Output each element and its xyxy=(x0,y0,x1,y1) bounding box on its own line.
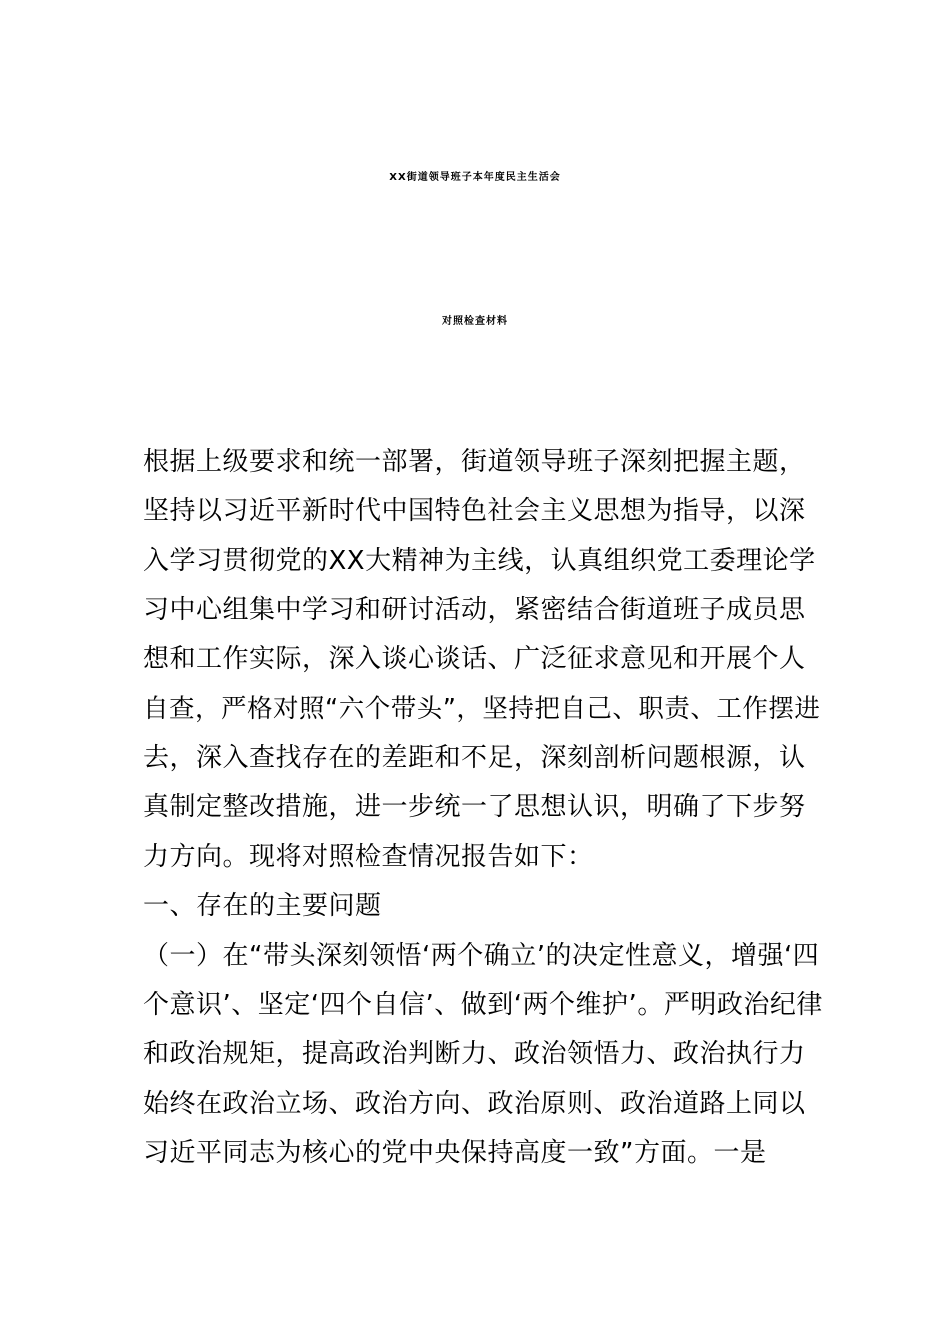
body-text-line: 真制定整改措施，进一步统一了思想认识，明确了下步努 xyxy=(143,792,806,822)
body-text-line: 去，深入查找存在的差距和不足，深刻剖析问题根源，认 xyxy=(143,743,806,773)
document-title-line-2: 对照检查材料 xyxy=(442,316,508,327)
body-text-line: 个意识’、坚定‘四个自信’、做到‘两个维护’。严明政治纪律 xyxy=(143,990,823,1020)
body-text-line: 力方向。现将对照检查情况报告如下： xyxy=(143,842,594,872)
document-title-line-1: XX街道领导班子本年度民主生活会 xyxy=(389,172,561,183)
section-heading: 一、存在的主要问题 xyxy=(143,891,382,921)
body-text-line: （一）在“带头深刻领悟‘两个确立’的决定性意义，增强‘四 xyxy=(143,941,820,971)
body-text-line: 自查，严格对照“六个带头”，坚持把自己、职责、工作摆进 xyxy=(143,694,821,724)
body-text-line: 始终在政治立场、政治方向、政治原则、政治道路上同以 xyxy=(143,1089,806,1119)
body-text-line: 和政治规矩，提高政治判断力、政治领悟力、政治执行力 xyxy=(143,1039,806,1069)
body-text-line: 习近平同志为核心的党中央保持高度一致”方面。一是 xyxy=(143,1138,767,1168)
body-text-line: 坚持以习近平新时代中国特色社会主义思想为指导，以深 xyxy=(143,496,806,526)
body-text-line: 习中心组集中学习和研讨活动，紧密结合街道班子成员思 xyxy=(143,595,806,625)
body-text-line: 根据上级要求和统一部署，街道领导班子深刻把握主题， xyxy=(143,447,806,477)
body-text-line: 入学习贯彻党的XX大精神为主线，认真组织党工委理论学 xyxy=(143,546,816,576)
body-text-line: 想和工作实际，深入谈心谈话、广泛征求意见和开展个人 xyxy=(143,644,806,674)
